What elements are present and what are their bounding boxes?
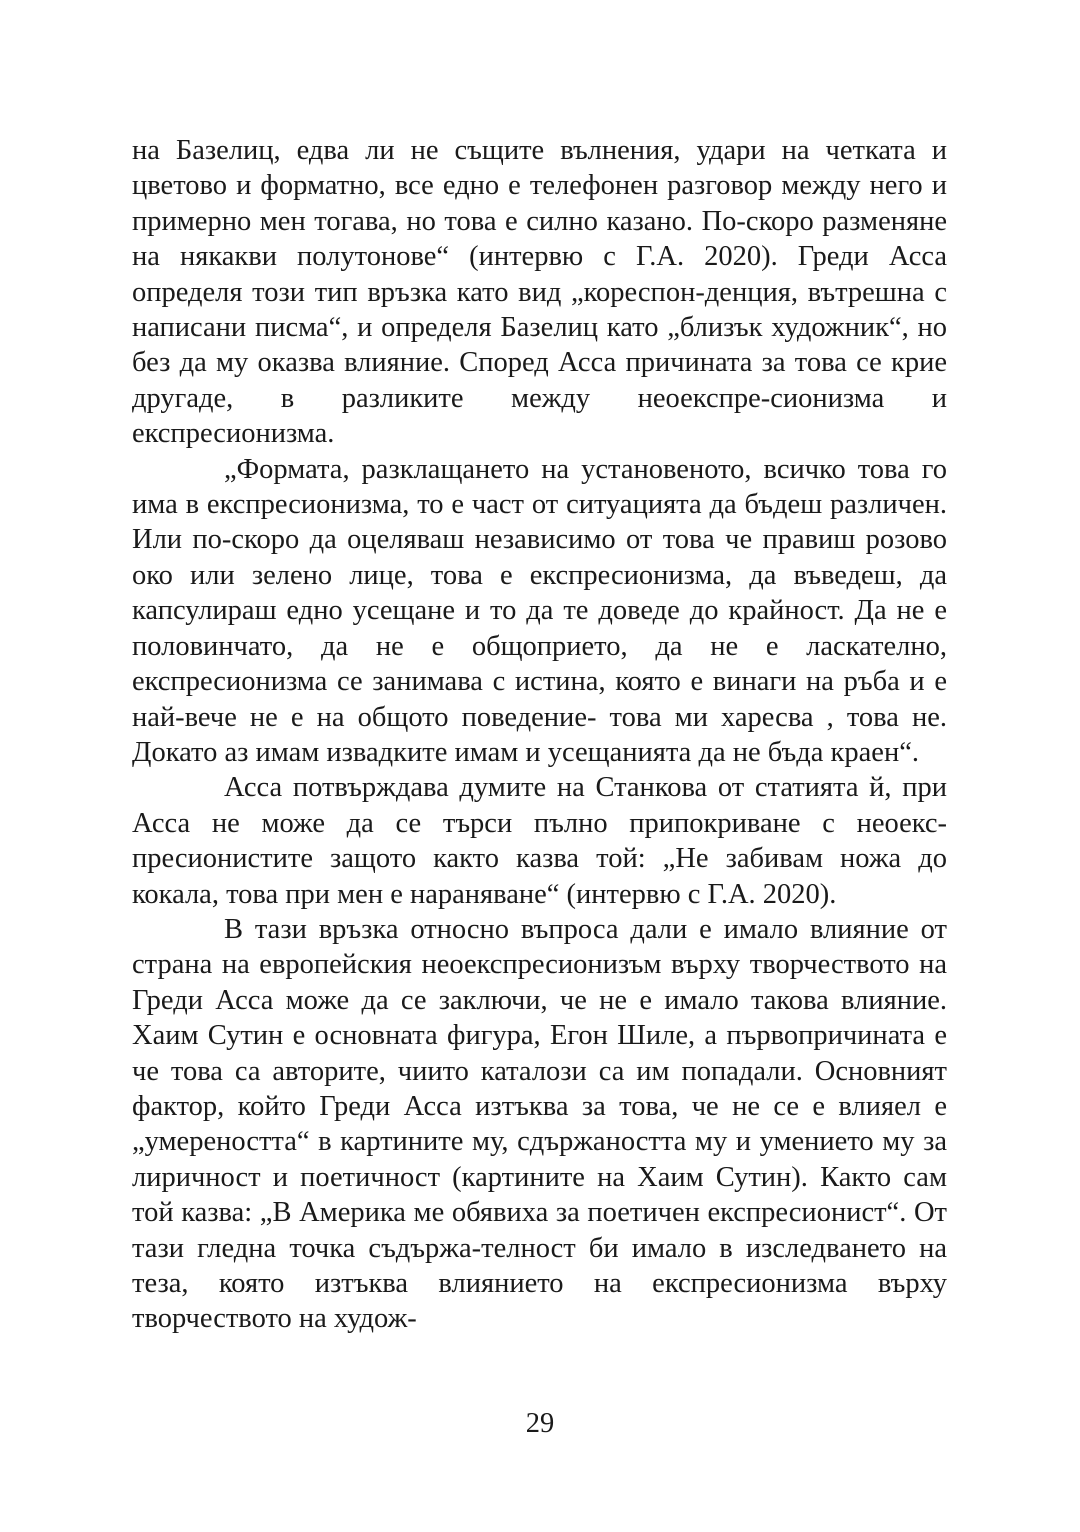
paragraph-4: В тази връзка относно въпроса дали е имало влияние от страна на европейския неоекспресионизъм върху творчеството на Греди Асса може да се заключи, че не е имало такова влияние. Хаим Сутин е основната фигура, Егон Шиле, а първопричината е че това са авторите, чиито каталози са им попадали. Основният фактор, който Греди Асса изтъква за това, че не се е влияел е „умереността“ в картините му, сдържаността му и умението му за лиричност и поетичност (картините на Хаим Сутин). Както сам той казва: „В Америка ме обявиха за поетичен експресионист“. От тази гледна точка съдържа-телност би имало в изследването на теза, която изтъква влиянието на експресионизма върху творчеството на худож- (132, 913, 947, 1335)
page-number: 29 (525, 1408, 555, 1439)
paragraph-3: Асса потвърждава думите на Станкова от статията й, при Асса не може да се търси пълно припокриване с неоекс-пресионистите защото както казва той: „Не забивам ножа до кокала, това при мен е нараняване“ (интервю с Г.А. 2020). (132, 772, 947, 910)
paragraph-1: на Базелиц, едва ли не същите вълнения, удари на четката и цветово и форматно, все едно е телефонен разговор между него и примерно мен тогава, но това е силно казано. По-скоро разменяне на някакви полутонове“ (интервю с Г.А. 2020). Греди Асса определя този тип връзка като вид „кореспон-денция, вътрешна с написани писма“, и определя Базелиц като „близък художник“, но без да му оказва влияние. Според Асса причината за това се крие другаде, в разликите между неоекспре-сионизма и експресионизма. (132, 135, 947, 450)
paragraph-2: „Формата, разклащането на установеното, всичко това го има в експресионизма, то е част от ситуацията да бъдеш различен. Или по-скоро да оцеляваш независимо от това че правиш розово око или зелено лице, това е експресионизма, да въведеш, да капсулираш едно усещане и то да те доведе до крайност. Да не е половинчато, да не е общоприето, да не е ласкателно, експресионизма се занимава с истина, която е винаги на ръба и е най-вече не е на общото поведение- това ми харесва , това не. Докато аз имам извадките имам и усещанията да не бъда краен“. (132, 453, 947, 768)
page-body (132, 133, 947, 1337)
